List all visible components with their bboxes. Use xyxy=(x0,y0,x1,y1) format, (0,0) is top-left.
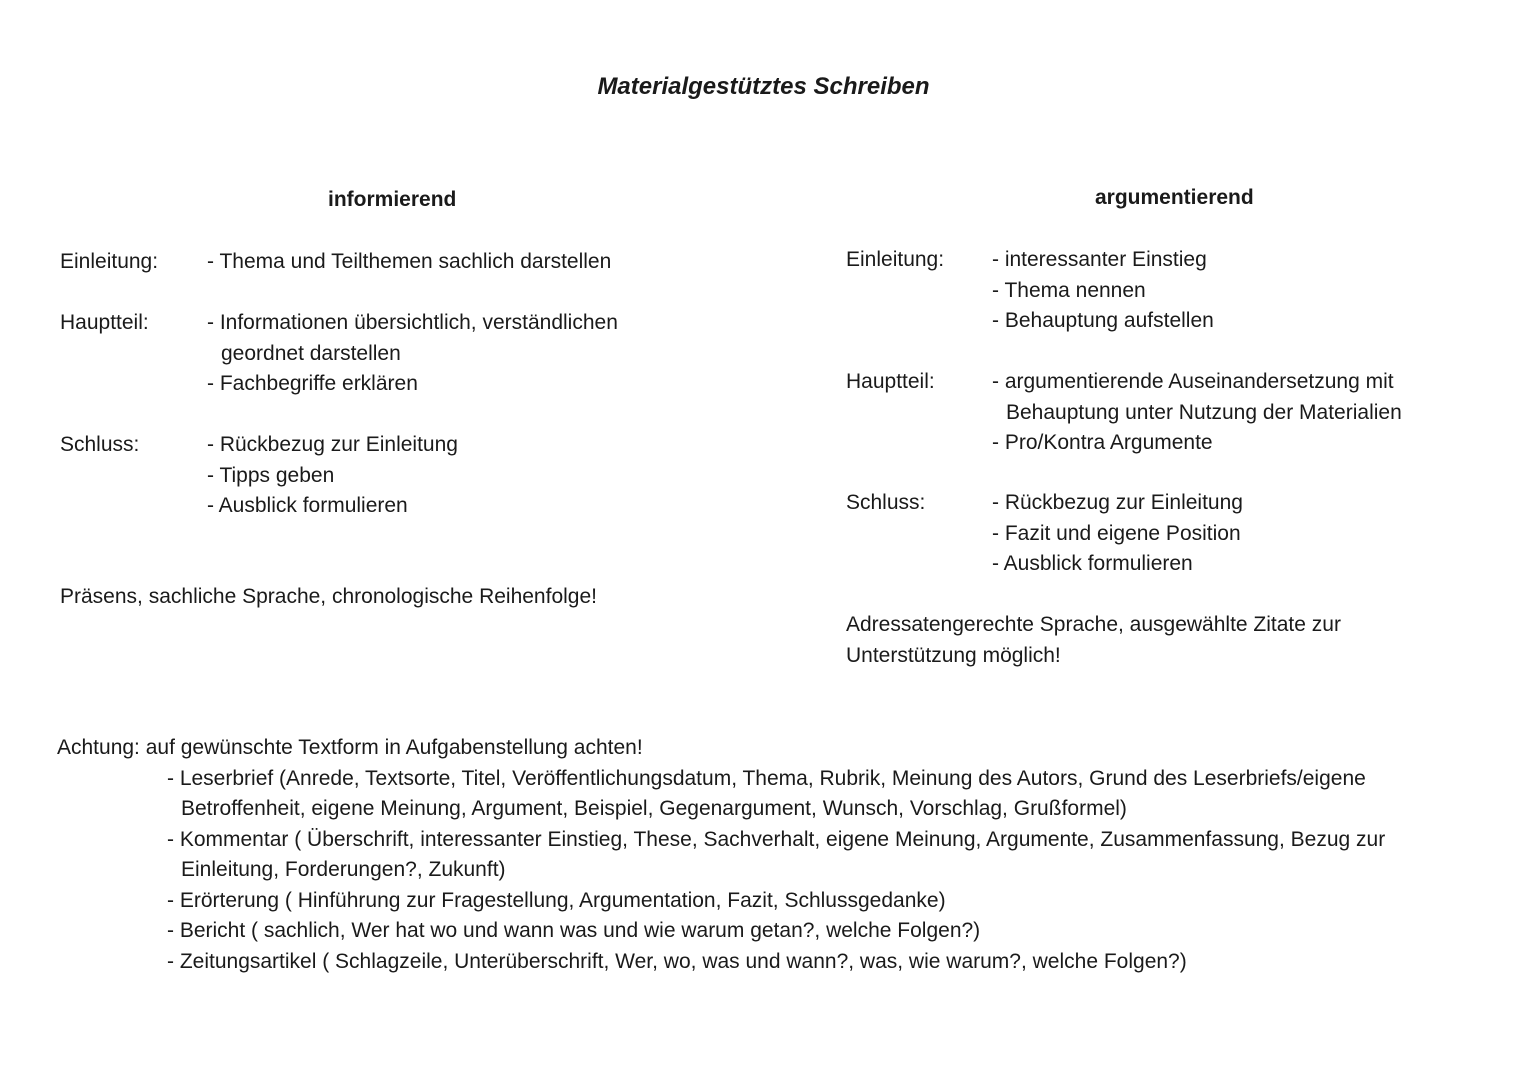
section-label: Hauptteil: xyxy=(60,311,149,334)
section-label: Schluss: xyxy=(846,491,926,514)
list-item: - Behauptung aufstellen xyxy=(992,309,1214,332)
list-item: - Rückbezug zur Einleitung xyxy=(207,433,458,456)
list-item: - Tipps geben xyxy=(207,463,335,487)
informierend-heading: informierend xyxy=(328,188,457,211)
textform-list xyxy=(167,764,1477,978)
list-item: - Thema nennen xyxy=(992,278,1146,302)
textform-bericht: - Bericht ( sachlich, Wer hat wo und wann was und wie warum getan?, welche Folgen?) xyxy=(167,919,981,942)
informierend-hauptteil xyxy=(60,308,667,400)
list-item: - Informationen übersichtlich, verständlichen geordnet darstellen xyxy=(207,311,618,365)
list-item: - Thema und Teilthemen sachlich darstellen xyxy=(207,250,612,273)
argumentierend-einleitung xyxy=(846,245,1462,337)
achtung-intro: Achtung: auf gewünschte Textform in Aufgabenstellung achten! xyxy=(57,736,643,759)
textform-leserbrief: - Leserbrief (Anrede, Textsorte, Titel, Veröffentlichungsdatum, Thema, Rubrik, Meinung des Autors, Grund des Leserbriefs/eigene Betroffenheit, eigene Meinung, Argument, Beispiel, Gegenargument, Wunsch, Vorschlag, Grußformel) xyxy=(167,766,1366,820)
informierend-einleitung xyxy=(60,247,667,278)
achtung-block xyxy=(57,733,1477,977)
argumentierend-note-line1: Adressatengerechte Sprache, ausgewählte Zitate zur xyxy=(846,613,1341,636)
page-title: Materialgestütztes Schreiben xyxy=(597,73,930,100)
section-label: Einleitung: xyxy=(846,248,945,271)
list-item: - interessanter Einstieg xyxy=(992,248,1207,271)
informierend-note: Präsens, sachliche Sprache, chronologische Reihenfolge! xyxy=(60,585,597,608)
argumentierend-heading: argumentierend xyxy=(1095,186,1254,209)
textform-zeitungsartikel: - Zeitungsartikel ( Schlagzeile, Unterüberschrift, Wer, wo, was und wann?, was, wie warum?, welche Folgen?) xyxy=(167,949,1187,973)
list-item: - Ausblick formulieren xyxy=(992,552,1193,575)
argumentierend-schluss xyxy=(846,488,1462,580)
argumentierend-note-line2: Unterstützung möglich! xyxy=(846,643,1061,667)
argumentierend-note xyxy=(846,610,1341,671)
list-item: - Pro/Kontra Argumente xyxy=(992,431,1213,454)
informierend-schluss xyxy=(60,430,667,522)
list-item: - Fachbegriffe erklären xyxy=(207,372,418,395)
list-item: - Rückbezug zur Einleitung xyxy=(992,491,1243,514)
section-label: Einleitung: xyxy=(60,250,159,273)
list-item: - Fazit und eigene Position xyxy=(992,521,1241,545)
textform-eroerterung: - Erörterung ( Hinführung zur Fragestellung, Argumentation, Fazit, Schlussgedanke) xyxy=(167,888,946,912)
list-item: - Ausblick formulieren xyxy=(207,494,408,517)
section-label: Schluss: xyxy=(60,433,140,456)
argumentierend-hauptteil xyxy=(846,367,1462,459)
list-item: - argumentierende Auseinandersetzung mit Behauptung unter Nutzung der Materialien xyxy=(992,370,1402,424)
section-label: Hauptteil: xyxy=(846,370,935,393)
textform-kommentar: - Kommentar ( Überschrift, interessanter Einstieg, These, Sachverhalt, eigene Meinung, Argumente, Zusammenfassung, Bezug zur Einleitung, Forderungen?, Zukunft) xyxy=(167,827,1386,881)
